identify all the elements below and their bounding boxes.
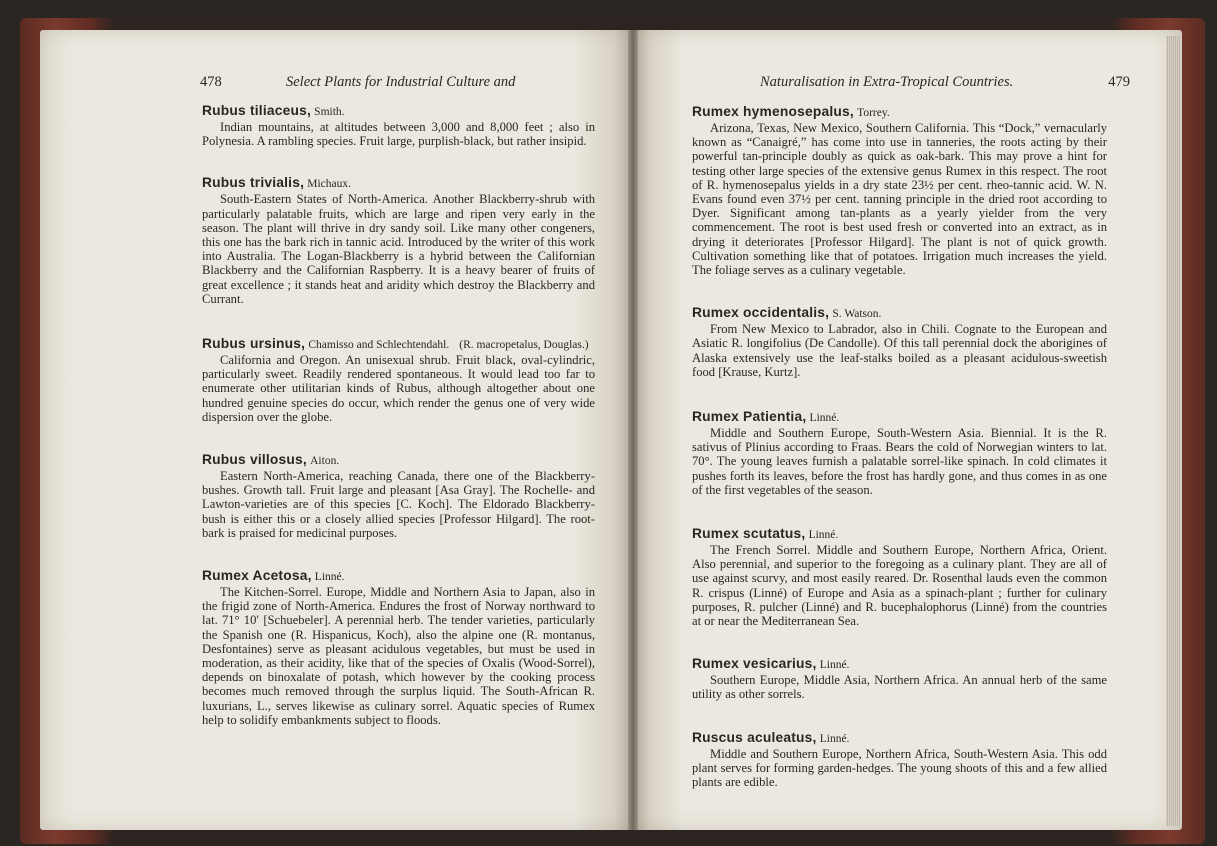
right-page-number: 479 — [1108, 74, 1130, 90]
species-description: From New Mexico to Labrador, also in Chili. Cognate to the European and Asiatic R. longifolius (De Candolle). Of this tall perennial dock the aborigines of Alaska extensively use the leaf-stalks boiled as a pleasant acidulous-sweetish food [Krause, Kurtz]. — [692, 322, 1107, 379]
species-author: Linné. — [809, 412, 840, 425]
species-author: Linné. — [808, 529, 839, 542]
species-description: Middle and Southern Europe, Northern Africa, South-Western Asia. This odd plant serves for forming garden-hedges. The young shoots of this and a few allied plants are edible. — [692, 746, 1107, 790]
species-author: S. Watson. — [832, 308, 882, 321]
species-heading — [202, 175, 595, 192]
species-entry — [202, 175, 595, 306]
species-author: Linné. — [819, 732, 850, 745]
species-author: Chamisso and Schlechtendahl. — [308, 339, 450, 352]
left-running-header — [200, 74, 620, 96]
species-description: California and Oregon. An unisexual shrub. Fruit black, oval-cylindric, particularly sweet. Readily rendered spontaneous. It would lead too far to enumerate other utilitarian kinds of Rubus, although altogether about one hundred genuine species do occur, which render the genus one of very wide dispersion over the globe. — [202, 353, 595, 424]
species-description: South-Eastern States of North-America. Another Blackberry-shrub with particularly palatable fruits, which are large and ripen very early in the season. The plant will thrive in dry sandy soil. Like many other congeners, this one has the bark rich in tannic acid. Introduced by the writer of this work into Australia. The Logan-Blackberry is a hybrid between the Californian Blackberry and the Californian Raspberry. It is a heavy bearer of fruits of great excellence ; it stands heat and aridity which destroy the Blackberry and Currant. — [202, 192, 595, 306]
species-name: Rumex Acetosa, — [202, 568, 312, 584]
species-author: Torrey. — [857, 107, 890, 119]
species-heading — [202, 452, 595, 469]
species-author: Linné. — [314, 571, 345, 584]
species-author: Michaux. — [307, 178, 352, 191]
species-author: Linné. — [819, 659, 850, 672]
book-gutter — [628, 30, 638, 830]
species-heading — [692, 730, 1107, 747]
species-entry — [202, 336, 595, 424]
species-description: Eastern North-America, reaching Canada, there one of the Blackberry-bushes. Growth tall. Fruit large and pleasant [Asa Gray]. The Rochelle- and Lawton-varieties are of this species [C. Koch]. The Eldorado Blackberry-bush is either this or a closely allied species [Professor Hilgard]. The root-bark is praised for medicinal purposes. — [202, 469, 595, 540]
species-heading — [692, 656, 1107, 673]
species-name: Rubus villosus, — [202, 452, 307, 468]
species-description: The French Sorrel. Middle and Southern Europe, Northern Africa, Orient. Also perennial, and superior to the foregoing as a culinary plant. They are all of use against scurvy, and most easily reared. Dr. Rosenthal lauds even the common R. crispus (Linné) of Europe and Asia as a spinach-plant ; further for culinary purposes, R. pulcher (Linné) and R. bucephalophorus (Linné) from the countries at or near the Mediterranean Sea. — [692, 543, 1107, 629]
species-entry — [692, 526, 1107, 628]
species-name: Rubus trivialis, — [202, 175, 305, 191]
species-name: Rumex hymenosepalus, — [692, 104, 854, 119]
species-description: Indian mountains, at altitudes between 3,000 and 8,000 feet ; also in Polynesia. A rambling species. Fruit large, purplish-black, but rather insipid. — [202, 120, 595, 149]
species-author: Aiton. — [310, 455, 340, 468]
species-entry — [692, 305, 1107, 379]
species-heading — [692, 526, 1107, 543]
species-name: Rumex scutatus, — [692, 526, 806, 542]
left-page-number: 478 — [200, 74, 222, 90]
species-synonym: (R. macropetalus, Douglas.) — [459, 339, 589, 352]
species-name: Rumex Patientia, — [692, 409, 807, 425]
species-heading — [692, 409, 1107, 426]
species-heading — [202, 103, 595, 120]
left-column — [202, 103, 595, 727]
species-name: Ruscus aculeatus, — [692, 729, 817, 745]
page-edges — [1166, 36, 1180, 826]
right-running-header — [760, 74, 1130, 96]
species-description: The Kitchen-Sorrel. Europe, Middle and Northern Asia to Japan, also in the frigid zone of North-America. Endures the frost of Norway northward to lat. 71° 10′ [Schuebeler]. A perennial herb. The tender varieties, particularly the Spanish one (R. Hispanicus, Koch), also the alpine one (R. montanus, Desfontaines) serve as pleasant acidulous vegetables, but must be used in moderation, as their acidity, like that of the species of Oxalis (Wood-Sorrel), depends on binoxalate of potash, which however by the cooking process becomes much removed through the surplus liquid. The South-African R. luxurians, L., serves likewise as culinary sorrel. Aquatic species of Rumex help to solidify embankments subject to floods. — [202, 585, 595, 727]
right-running-title: Naturalisation in Extra-Tropical Countries. — [760, 74, 1014, 90]
species-heading — [202, 568, 595, 585]
species-description: Southern Europe, Middle Asia, Northern Africa. An annual herb of the same utility as other sorrels. — [692, 673, 1107, 702]
species-description: Middle and Southern Europe, South-Western Asia. Biennial. It is the R. sativus of Plinius according to Fraas. Bears the cold of Norwegian winters to lat. 70°. The young leaves furnish a palatable sorrel-like spinach. In cold climates it pushes forth its leaves, before the frost has hardly gone, and thus comes in as one of the first vegetables of the season. — [692, 426, 1107, 497]
species-entry — [692, 656, 1107, 701]
species-entry — [692, 730, 1107, 790]
species-name: Rumex vesicarius, — [692, 656, 817, 672]
right-column — [692, 104, 1107, 789]
species-entry — [202, 103, 595, 148]
left-running-title: Select Plants for Industrial Culture and — [286, 74, 516, 90]
species-entry — [202, 568, 595, 727]
species-author: Smith. — [314, 106, 345, 118]
species-entry — [692, 409, 1107, 497]
species-name: Rumex occidentalis, — [692, 305, 830, 321]
species-heading — [692, 104, 1107, 121]
species-entry — [202, 452, 595, 540]
species-description: Arizona, Texas, New Mexico, Southern California. This “Dock,” vernacularly known as “Canaigré,” has come into use in tanneries, the roots acting by their powerful tan-principle doubly as quick as oak-bark. This may prove a hint for testing other large species of the extensive genus Rumex in this respect. The root of R. hymenosepalus yields in a dry state 23½ per cent. rheo-tannic acid. W. N. Evans found even 37½ per cent. tanning principle in the dried root according to Dyer. Significant among tan-plants as a yearly yielder from the very commencement. The root is best used fresh or converted into an extract, as in drying it deteriorates [Professor Hilgard]. The plant is not of quick growth. Cultivation something like that of potatoes. Irrigation much increases the yield. The foliage serves as a culinary vegetable. — [692, 121, 1107, 278]
species-heading — [692, 305, 1107, 322]
species-name: Rubus ursinus, — [202, 336, 306, 352]
species-entry — [692, 104, 1107, 277]
species-name: Rubus tiliaceus, — [202, 103, 312, 118]
species-heading — [202, 336, 595, 353]
